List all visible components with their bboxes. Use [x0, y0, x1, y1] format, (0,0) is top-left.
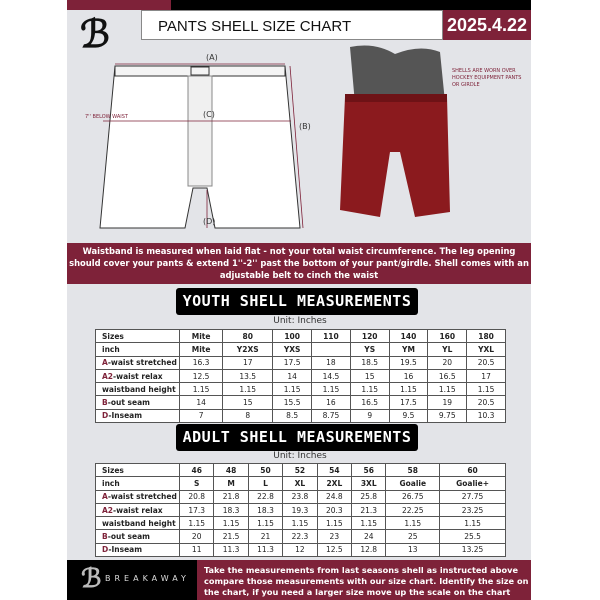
table-cell: 25.5 [440, 530, 506, 543]
shell-photo [335, 42, 455, 227]
table-row [96, 383, 506, 396]
table-cell: YXL [467, 343, 506, 356]
measure-code: B [102, 532, 108, 542]
table-cell: 17.5 [273, 356, 312, 369]
table-cell: 18.5 [350, 356, 389, 369]
table-cell: 1.15 [467, 383, 506, 396]
table-cell: 12.5 [180, 369, 223, 382]
brand-logo: ℬ [80, 11, 110, 56]
table-cell: 19 [428, 396, 467, 409]
table-cell: 1.15 [214, 517, 248, 530]
row-label [96, 330, 180, 343]
table-cell: 8 [223, 409, 273, 422]
table-cell: 9 [350, 409, 389, 422]
measure-code: A [102, 358, 108, 368]
measure-label: Sizes [102, 465, 124, 475]
row-label [96, 369, 180, 382]
row-label [96, 517, 180, 530]
table-cell: 26.75 [386, 490, 440, 503]
table-cell: Mite [180, 330, 223, 343]
table-cell: M [214, 477, 248, 490]
table-cell: 1.15 [386, 517, 440, 530]
measure-label: -Inseam [108, 411, 143, 421]
top-bar [67, 0, 531, 10]
table-cell: Goalie [386, 477, 440, 490]
table-cell: 54 [317, 464, 351, 477]
table-cell: 1.15 [248, 517, 282, 530]
table-cell: YS [350, 343, 389, 356]
table-cell: 21 [248, 530, 282, 543]
table-cell: 1.15 [428, 383, 467, 396]
table-row [96, 356, 506, 369]
table-cell: 46 [180, 464, 214, 477]
table-row [96, 409, 506, 422]
table-cell: 19.3 [283, 503, 317, 516]
table-cell: 12.5 [317, 543, 351, 556]
table-cell: 14 [273, 369, 312, 382]
table-cell: Mite [180, 343, 223, 356]
label-d: (D) [203, 217, 216, 226]
label-a: (A) [206, 53, 218, 62]
table-cell: 80 [223, 330, 273, 343]
table-cell: 16.3 [180, 356, 223, 369]
table-cell: 13.25 [440, 543, 506, 556]
table-cell: 60 [440, 464, 506, 477]
footer-logo: ℬ [81, 564, 102, 594]
table-cell: 11.3 [248, 543, 282, 556]
table-cell: XL [283, 477, 317, 490]
table-cell: 1.15 [283, 517, 317, 530]
table-cell: 22.25 [386, 503, 440, 516]
table-cell: Y2XS [223, 343, 273, 356]
table-cell: 12.8 [352, 543, 386, 556]
table-cell: 17 [467, 369, 506, 382]
table-cell [312, 343, 351, 356]
table-cell: S [180, 477, 214, 490]
top-bar-accent [67, 0, 171, 10]
table-cell: 8.5 [273, 409, 312, 422]
measure-label: inch [102, 344, 120, 354]
table-cell: 16 [312, 396, 351, 409]
table-cell: 15.5 [273, 396, 312, 409]
table-cell: L [248, 477, 282, 490]
brand-name: BREAKAWAY [105, 574, 190, 583]
table-cell: 25.8 [352, 490, 386, 503]
measure-code: D [102, 545, 109, 555]
label-b: (B) [299, 122, 311, 131]
table-cell: 11.3 [214, 543, 248, 556]
table-cell: 120 [350, 330, 389, 343]
table-row [96, 530, 506, 543]
table-cell: 7 [180, 409, 223, 422]
table-cell: 23.8 [283, 490, 317, 503]
row-label [96, 530, 180, 543]
table-cell: 23 [317, 530, 351, 543]
table-cell: 1.15 [180, 517, 214, 530]
table-row [96, 330, 506, 343]
info-banner: Waistband is measured when laid flat - not your total waist circumference. The leg opening should cover your pants & extend 1''-2'' past the bottom of your pant/girdle. Shell comes with an adjustable belt to cinch the waist [67, 243, 531, 284]
table-cell: YXS [273, 343, 312, 356]
youth-section-title: YOUTH SHELL MEASUREMENTS [176, 288, 418, 315]
measure-code: A2 [102, 505, 114, 515]
table-cell: YM [389, 343, 428, 356]
page-title: PANTS SHELL SIZE CHART [141, 10, 443, 40]
table-row [96, 343, 506, 356]
youth-size-table [95, 329, 506, 423]
table-cell: 10.3 [467, 409, 506, 422]
table-cell: 1.15 [352, 517, 386, 530]
date-badge: 2025.4.22 [443, 10, 531, 40]
row-label [96, 396, 180, 409]
table-cell: 16.5 [428, 369, 467, 382]
measure-label: waistband height [102, 518, 176, 528]
table-cell: 1.15 [273, 383, 312, 396]
measure-label: -out seam [107, 532, 150, 542]
table-cell: 18 [312, 356, 351, 369]
shorts-diagram [85, 48, 335, 238]
table-cell: 24 [352, 530, 386, 543]
table-cell: 15 [223, 396, 273, 409]
table-cell: 11 [180, 543, 214, 556]
table-cell: 56 [352, 464, 386, 477]
table-cell: 20.5 [467, 356, 506, 369]
footer-instructions: Take the measurements from last seasons shell as instructed above compare those measurements with our size chart. Identify the size on the chart, if you need a larger size move up the scale on the chart [197, 560, 531, 600]
table-cell: 9.5 [389, 409, 428, 422]
measure-label: -Inseam [108, 545, 143, 555]
measure-label: -waist relax [113, 505, 163, 515]
table-cell: 14.5 [312, 369, 351, 382]
table-cell: 16 [389, 369, 428, 382]
table-row [96, 464, 506, 477]
table-cell: 160 [428, 330, 467, 343]
row-label [96, 543, 180, 556]
table-cell: 1.15 [350, 383, 389, 396]
table-row [96, 477, 506, 490]
table-cell: 14 [180, 396, 223, 409]
table-cell: 25 [386, 530, 440, 543]
adult-unit: Unit: Inches [273, 451, 327, 461]
measure-code: A2 [102, 371, 114, 381]
table-cell: 18.3 [214, 503, 248, 516]
table-cell: 17 [223, 356, 273, 369]
table-row [96, 543, 506, 556]
table-cell: 50 [248, 464, 282, 477]
table-cell: 48 [214, 464, 248, 477]
table-cell: 27.75 [440, 490, 506, 503]
row-label [96, 490, 180, 503]
table-cell: 15 [350, 369, 389, 382]
adult-section-title: ADULT SHELL MEASUREMENTS [176, 424, 418, 451]
table-cell: 21.8 [214, 490, 248, 503]
table-cell: 9.75 [428, 409, 467, 422]
table-cell: 19.5 [389, 356, 428, 369]
youth-unit: Unit: Inches [273, 316, 327, 326]
table-row [96, 503, 506, 516]
table-cell: 1.15 [180, 383, 223, 396]
table-cell: 16.5 [350, 396, 389, 409]
table-cell: 21.3 [352, 503, 386, 516]
label-c: (C) [203, 110, 215, 119]
table-cell: 20.3 [317, 503, 351, 516]
table-cell: 18.3 [248, 503, 282, 516]
table-cell: 20 [428, 356, 467, 369]
table-cell: 1.15 [312, 383, 351, 396]
shell-note: SHELLS ARE WORN OVER HOCKEY EQUIPMENT PANTS OR GIRDLE [452, 68, 522, 88]
table-cell: 110 [312, 330, 351, 343]
table-cell: 12 [283, 543, 317, 556]
table-cell: 58 [386, 464, 440, 477]
table-cell: Goalie+ [440, 477, 506, 490]
row-label [96, 356, 180, 369]
table-cell: 22.8 [248, 490, 282, 503]
row-label [96, 383, 180, 396]
table-cell: 21.5 [214, 530, 248, 543]
row-label [96, 503, 180, 516]
table-row [96, 369, 506, 382]
table-row [96, 490, 506, 503]
table-cell: 2XL [317, 477, 351, 490]
table-row [96, 517, 506, 530]
table-cell: 23.25 [440, 503, 506, 516]
table-cell: 8.75 [312, 409, 351, 422]
table-cell: 52 [283, 464, 317, 477]
measure-label: inch [102, 478, 120, 488]
measure-label: -out seam [107, 398, 150, 408]
below-waist-label: 7'' BELOW WAIST [85, 114, 128, 120]
measure-code: B [102, 398, 108, 408]
measure-label: -waist relax [113, 371, 163, 381]
table-cell: 13 [386, 543, 440, 556]
row-label [96, 409, 180, 422]
table-cell: 1.15 [223, 383, 273, 396]
table-cell: 3XL [352, 477, 386, 490]
table-cell: 24.8 [317, 490, 351, 503]
table-cell: 180 [467, 330, 506, 343]
table-row [96, 396, 506, 409]
footer-brand [67, 560, 197, 600]
table-cell: 17.3 [180, 503, 214, 516]
table-cell: 1.15 [389, 383, 428, 396]
table-cell: YL [428, 343, 467, 356]
table-cell: 20 [180, 530, 214, 543]
table-cell: 17.5 [389, 396, 428, 409]
table-cell: 20.8 [180, 490, 214, 503]
measure-label: -waist stretched [107, 358, 177, 368]
measure-label: -waist stretched [107, 492, 177, 502]
table-cell: 13.5 [223, 369, 273, 382]
row-label [96, 464, 180, 477]
row-label [96, 477, 180, 490]
table-cell: 100 [273, 330, 312, 343]
table-cell: 20.5 [467, 396, 506, 409]
row-label [96, 343, 180, 356]
table-cell: 1.15 [317, 517, 351, 530]
measure-code: A [102, 492, 108, 502]
table-cell: 140 [389, 330, 428, 343]
adult-size-table [95, 463, 506, 557]
table-cell: 22.3 [283, 530, 317, 543]
measure-label: Sizes [102, 331, 124, 341]
measure-code: D [102, 411, 109, 421]
table-cell: 1.15 [440, 517, 506, 530]
measure-label: waistband height [102, 384, 176, 394]
